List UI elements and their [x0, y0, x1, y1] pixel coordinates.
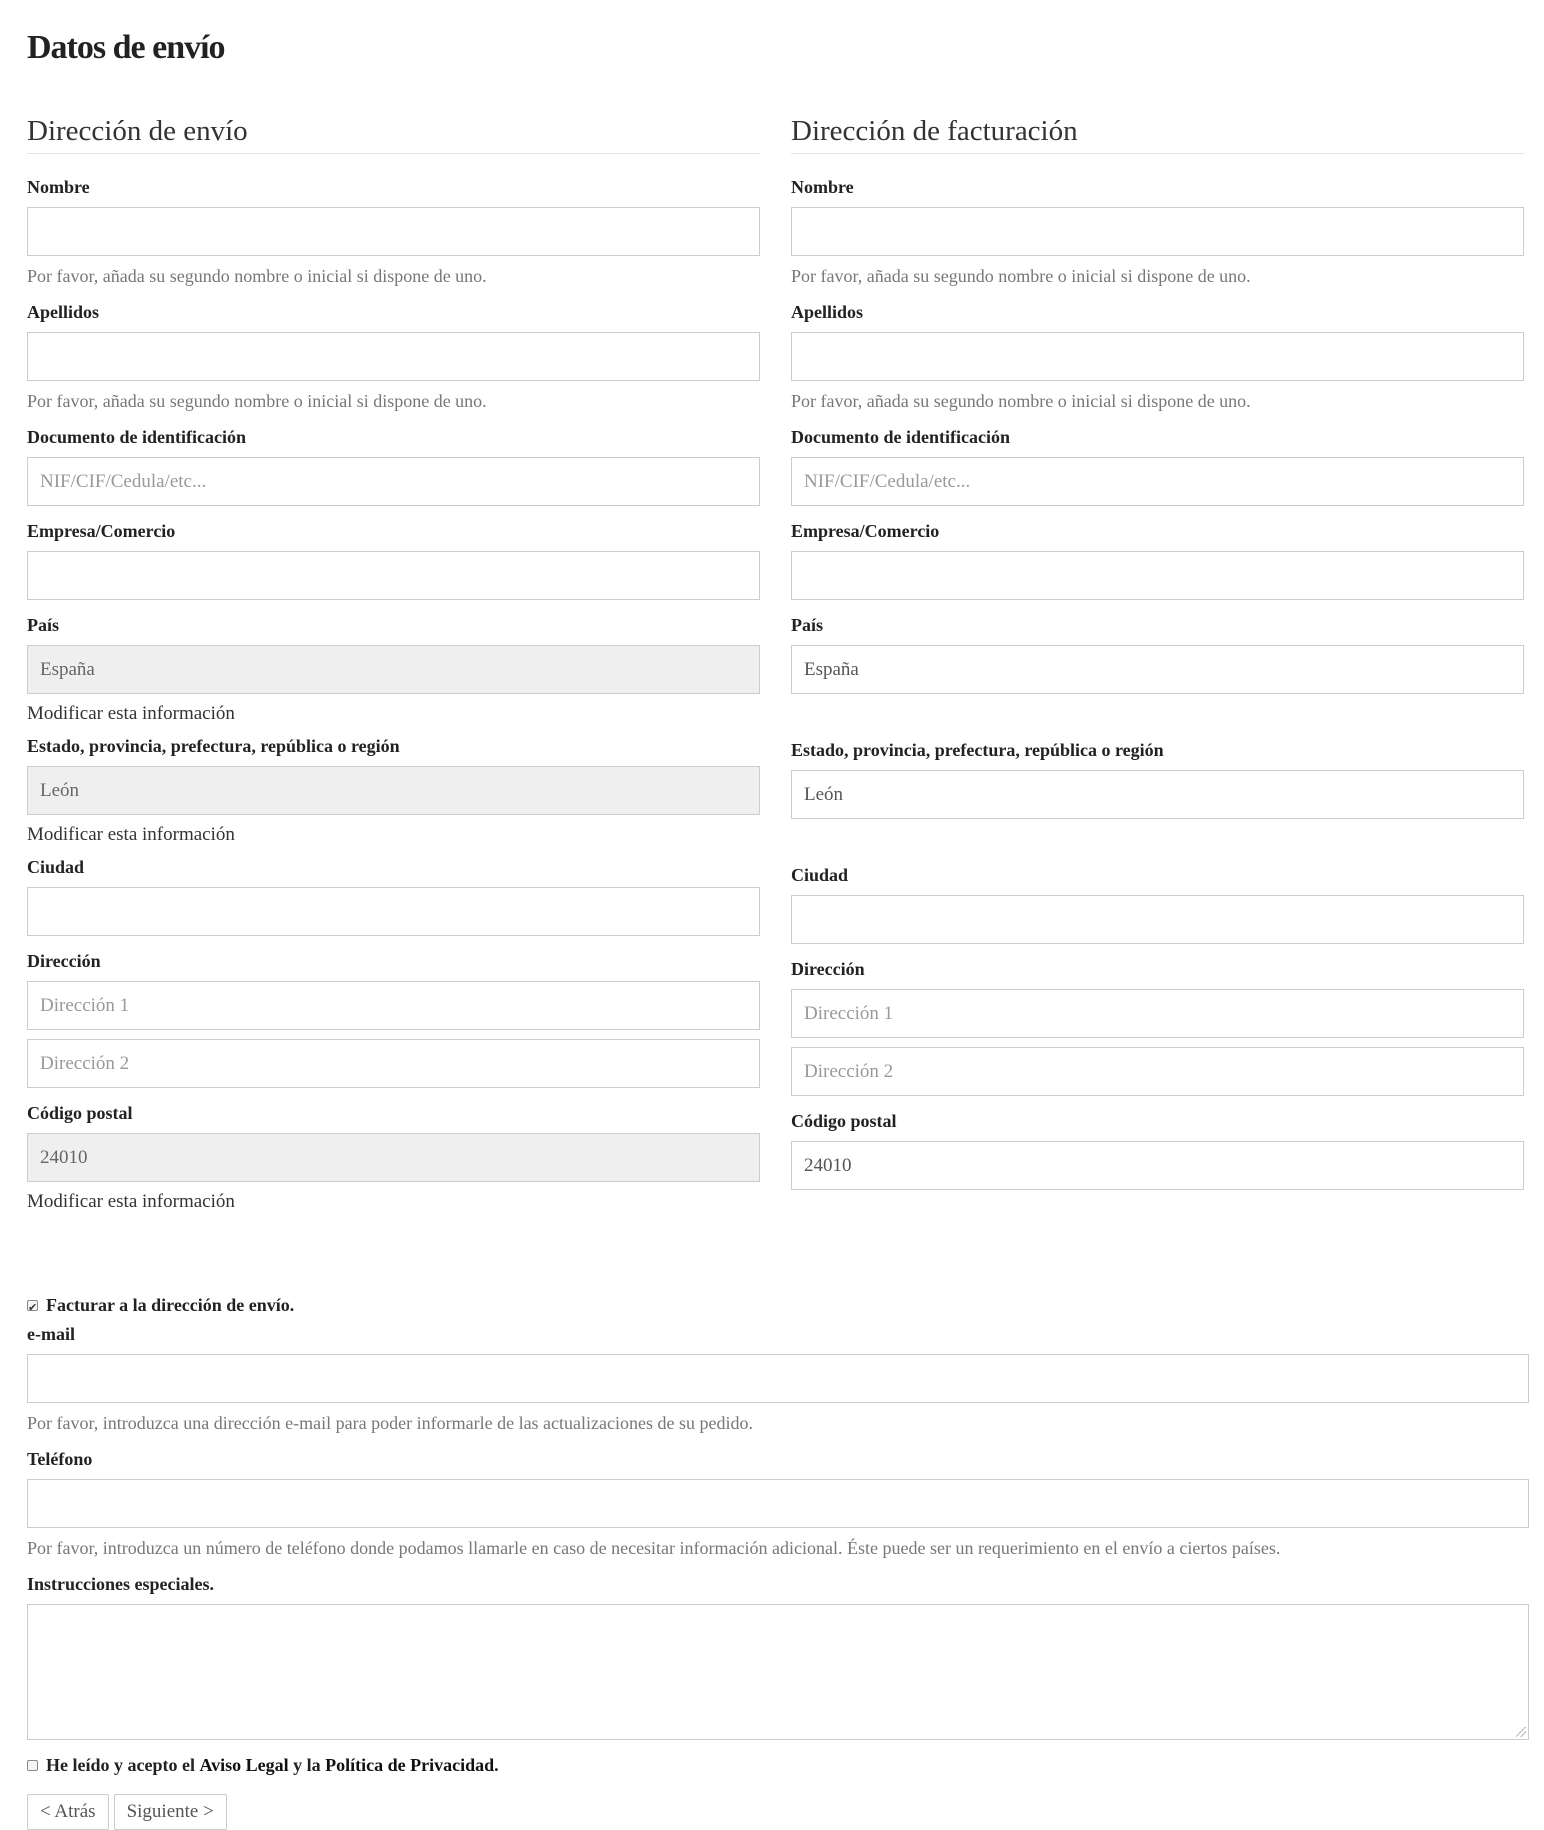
legal-prefix: He leído y acepto el [46, 1755, 200, 1775]
billing-direccion2-input[interactable]: Dirección 2 [791, 1047, 1524, 1096]
legal-accept-checkbox[interactable] [27, 1760, 38, 1771]
billing-cp-input[interactable]: 24010 [791, 1141, 1524, 1190]
shipping-empresa-input[interactable] [27, 551, 760, 600]
email-group [27, 1323, 1529, 1434]
shipping-section-title: Dirección de envío [27, 112, 760, 154]
shipping-estado-modify-link[interactable]: Modificar esta información [27, 824, 235, 845]
bill-to-shipping-checkbox[interactable] [27, 1300, 38, 1311]
billing-doc-input[interactable]: NIF/CIF/Cedula/etc... [791, 457, 1524, 506]
shipping-cp-group [27, 1102, 760, 1213]
billing-ciudad-label: Ciudad [791, 865, 849, 885]
resize-handle-icon[interactable] [1516, 1727, 1526, 1737]
billing-pais-label: País [791, 615, 824, 635]
page-title: Datos de envío [27, 29, 225, 66]
billing-apellidos-input[interactable] [791, 332, 1524, 381]
checkout-shipping-page [27, 22, 1529, 1830]
shipping-estado-group [27, 735, 760, 846]
shipping-estado-input: León [27, 766, 760, 815]
billing-cp-label: Código postal [791, 1111, 897, 1131]
telefono-input[interactable] [27, 1479, 1529, 1528]
shipping-apellidos-help: Por favor, añada su segundo nombre o inicial si dispone de uno. [27, 391, 487, 411]
shipping-nombre-group [27, 176, 760, 287]
billing-doc-label: Documento de identificación [791, 427, 1010, 447]
billing-empresa-label: Empresa/Comercio [791, 521, 940, 541]
instrucciones-label: Instrucciones especiales. [27, 1574, 214, 1594]
instrucciones-textarea[interactable] [27, 1604, 1529, 1740]
billing-nombre-input[interactable] [791, 207, 1524, 256]
billing-ciudad-group [791, 864, 1524, 944]
nav-buttons [27, 1794, 1529, 1830]
billing-nombre-help: Por favor, añada su segundo nombre o inicial si dispone de uno. [791, 266, 1251, 286]
shipping-doc-group [27, 426, 760, 506]
billing-doc-group [791, 426, 1524, 506]
address-columns [27, 112, 1529, 1302]
billing-apellidos-group [791, 301, 1524, 412]
aviso-legal-link[interactable]: Aviso Legal [199, 1755, 289, 1775]
billing-empresa-input[interactable] [791, 551, 1524, 600]
next-button[interactable]: Siguiente > [114, 1794, 227, 1830]
billing-apellidos-label: Apellidos [791, 302, 864, 322]
legal-middle: y la [288, 1755, 326, 1775]
shipping-apellidos-group [27, 301, 760, 412]
billing-estado-group [791, 739, 1524, 819]
bill-to-shipping-row[interactable] [27, 1294, 1529, 1316]
shipping-direccion-label: Dirección [27, 951, 101, 971]
instrucciones-group [27, 1573, 1529, 1740]
shipping-nombre-label: Nombre [27, 177, 90, 197]
shipping-ciudad-group [27, 856, 760, 936]
telefono-group [27, 1448, 1529, 1559]
shipping-direccion2-input[interactable]: Dirección 2 [27, 1039, 760, 1088]
shipping-nombre-input[interactable] [27, 207, 760, 256]
shipping-cp-modify-link[interactable]: Modificar esta información [27, 1191, 235, 1212]
billing-nombre-group [791, 176, 1524, 287]
legal-suffix: . [494, 1755, 499, 1775]
billing-apellidos-help: Por favor, añada su segundo nombre o inicial si dispone de uno. [791, 391, 1251, 411]
shipping-empresa-group [27, 520, 760, 600]
shipping-cp-label: Código postal [27, 1103, 133, 1123]
politica-privacidad-link[interactable]: Política de Privacidad [325, 1755, 495, 1775]
shipping-apellidos-input[interactable] [27, 332, 760, 381]
shipping-ciudad-label: Ciudad [27, 857, 85, 877]
billing-nombre-label: Nombre [791, 177, 854, 197]
billing-estado-label: Estado, provincia, prefectura, república o región [791, 740, 1164, 760]
legal-row [27, 1754, 1529, 1776]
billing-direccion-label: Dirección [791, 959, 865, 979]
email-help: Por favor, introduzca una dirección e-mail para poder informarle de las actualizaciones de su pedido. [27, 1413, 753, 1433]
shipping-ciudad-input[interactable] [27, 887, 760, 936]
billing-ciudad-input[interactable] [791, 895, 1524, 944]
telefono-help: Por favor, introduzca un número de teléfono donde podamos llamarle en caso de necesitar información adicional. Éste puede ser un requerimiento en el envío a ciertos países. [27, 1538, 1281, 1558]
shipping-address-column [27, 112, 760, 1223]
shipping-doc-input[interactable]: NIF/CIF/Cedula/etc... [27, 457, 760, 506]
shipping-pais-modify-link[interactable]: Modificar esta información [27, 703, 235, 724]
shipping-direccion1-input[interactable]: Dirección 1 [27, 981, 760, 1030]
billing-direccion-group [791, 958, 1524, 1096]
shipping-direccion-group [27, 950, 760, 1088]
email-label: e-mail [27, 1324, 75, 1344]
shipping-nombre-help: Por favor, añada su segundo nombre o inicial si dispone de uno. [27, 266, 487, 286]
shipping-estado-label: Estado, provincia, prefectura, república o región [27, 736, 400, 756]
billing-direccion1-input[interactable]: Dirección 1 [791, 989, 1524, 1038]
billing-pais-group [791, 614, 1524, 694]
shipping-doc-label: Documento de identificación [27, 427, 246, 447]
shipping-pais-group [27, 614, 760, 725]
back-button[interactable]: < Atrás [27, 1794, 109, 1830]
bill-to-shipping-label: Facturar a la dirección de envío. [46, 1295, 295, 1315]
shipping-cp-input: 24010 [27, 1133, 760, 1182]
billing-pais-input[interactable]: España [791, 645, 1524, 694]
shipping-pais-label: País [27, 615, 60, 635]
billing-cp-group [791, 1110, 1524, 1190]
billing-section-title: Dirección de facturación [791, 112, 1524, 154]
billing-address-column [791, 112, 1524, 1204]
shipping-pais-input: España [27, 645, 760, 694]
email-input[interactable] [27, 1354, 1529, 1403]
shipping-apellidos-label: Apellidos [27, 302, 100, 322]
telefono-label: Teléfono [27, 1449, 93, 1469]
billing-estado-input[interactable]: León [791, 770, 1524, 819]
billing-empresa-group [791, 520, 1524, 600]
shipping-empresa-label: Empresa/Comercio [27, 521, 176, 541]
contact-section [27, 1294, 1529, 1830]
